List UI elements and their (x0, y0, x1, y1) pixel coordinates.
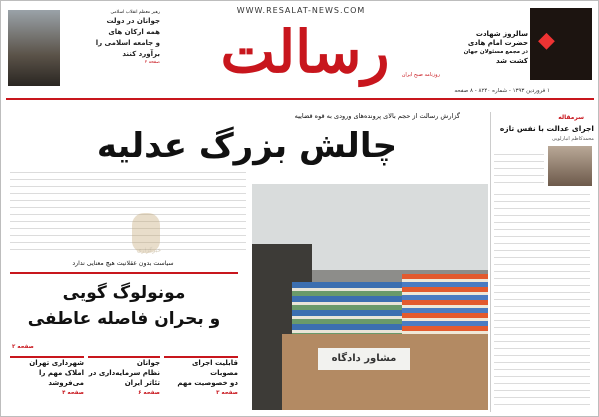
bottom-teaser-page: صفحه ۶ (138, 390, 160, 396)
feature-page: صفحه ۲ (12, 344, 34, 350)
left-teaser-line: رهبر معظم انقلاب اسلامی (110, 10, 160, 15)
bottom-teaser[interactable] (88, 356, 160, 414)
sidebar-text (494, 190, 590, 410)
right-teaser-line: حضرت امام هادی (467, 39, 528, 47)
bottom-teaser[interactable] (164, 356, 238, 414)
bottom-teaser[interactable] (10, 356, 84, 414)
newspaper-logo: رسالت (220, 18, 390, 86)
tagline: روزنامه صبح ایران (401, 72, 440, 78)
bottom-teaser-page: صفحه ۴ (62, 390, 84, 396)
right-teaser-line: سالروز شهادت (475, 30, 528, 38)
left-teaser-line: و جامعه اسلامی را (95, 39, 160, 47)
leader-portrait (8, 10, 60, 86)
sidebar-text-top (494, 150, 544, 186)
main-lede (252, 172, 488, 184)
bottom-teaser-title: شهرداری تهران (29, 359, 84, 367)
agency-watermark (110, 205, 180, 261)
main-kicker: گزارش رسالت از حجم بالای پرونده‌های ورودی به قوه قضاییه (294, 112, 460, 120)
bottom-teaser-sub: نظام سرمایه‌داری در تئاتر ایران (88, 369, 160, 387)
watermark-text: خبرگزاری (136, 247, 162, 254)
left-teaser-line: جوانان در دولت (106, 17, 160, 25)
photo-sign-text: مشاور دادگاه (318, 348, 410, 370)
left-teaser[interactable] (64, 10, 160, 86)
date-line: ۱ فروردین ۱۳۹۳ - شماره ۸۲۴۰ - ۸ صفحه (454, 88, 550, 94)
sidebar-author: محمدکاظم انبارلویی (551, 136, 594, 142)
left-teaser-line: همه ارکان های (108, 28, 160, 36)
bottom-teaser-sub: دو خصوصیت مهم (177, 379, 238, 387)
sidebar-tag: سرمقاله (558, 114, 584, 121)
site-url[interactable]: WWW.RESALAT-NEWS.COM (236, 6, 366, 15)
bottom-teaser-title: قابلیت اجرای مصوبات (191, 359, 238, 377)
feature-strip: سیاست بدون عقلانیت هیچ معنایی ندارد (72, 260, 174, 267)
left-teaser-line: برآورد کنند (122, 50, 160, 58)
courthouse-photo (252, 184, 488, 410)
right-teaser-line: در مجمع مسئولان جهان (463, 49, 528, 55)
right-teaser-line: کشت شد (496, 57, 528, 65)
bottom-teaser-page: صفحه ۳ (216, 390, 238, 396)
feature-title-line: مونولوگ گویی (62, 283, 186, 303)
bottom-teaser-title: جوانان (136, 359, 160, 367)
sidebar-title[interactable]: اجرای عدالت با نفس تازه (499, 124, 594, 133)
right-teaser-image: ◆ (530, 8, 592, 80)
main-headline[interactable]: چالش بزرگ عدلیه (96, 126, 398, 166)
author-portrait (548, 146, 592, 186)
bottom-teaser-sub: املاک مهم را می‌فروشد (39, 369, 84, 387)
left-teaser-page: صفحه ۲ (144, 60, 160, 65)
masthead-divider (6, 98, 594, 100)
feature-title[interactable] (18, 280, 230, 332)
feature-title-line: و بحران فاصله عاطفی (27, 309, 221, 329)
right-teaser[interactable] (458, 30, 528, 66)
